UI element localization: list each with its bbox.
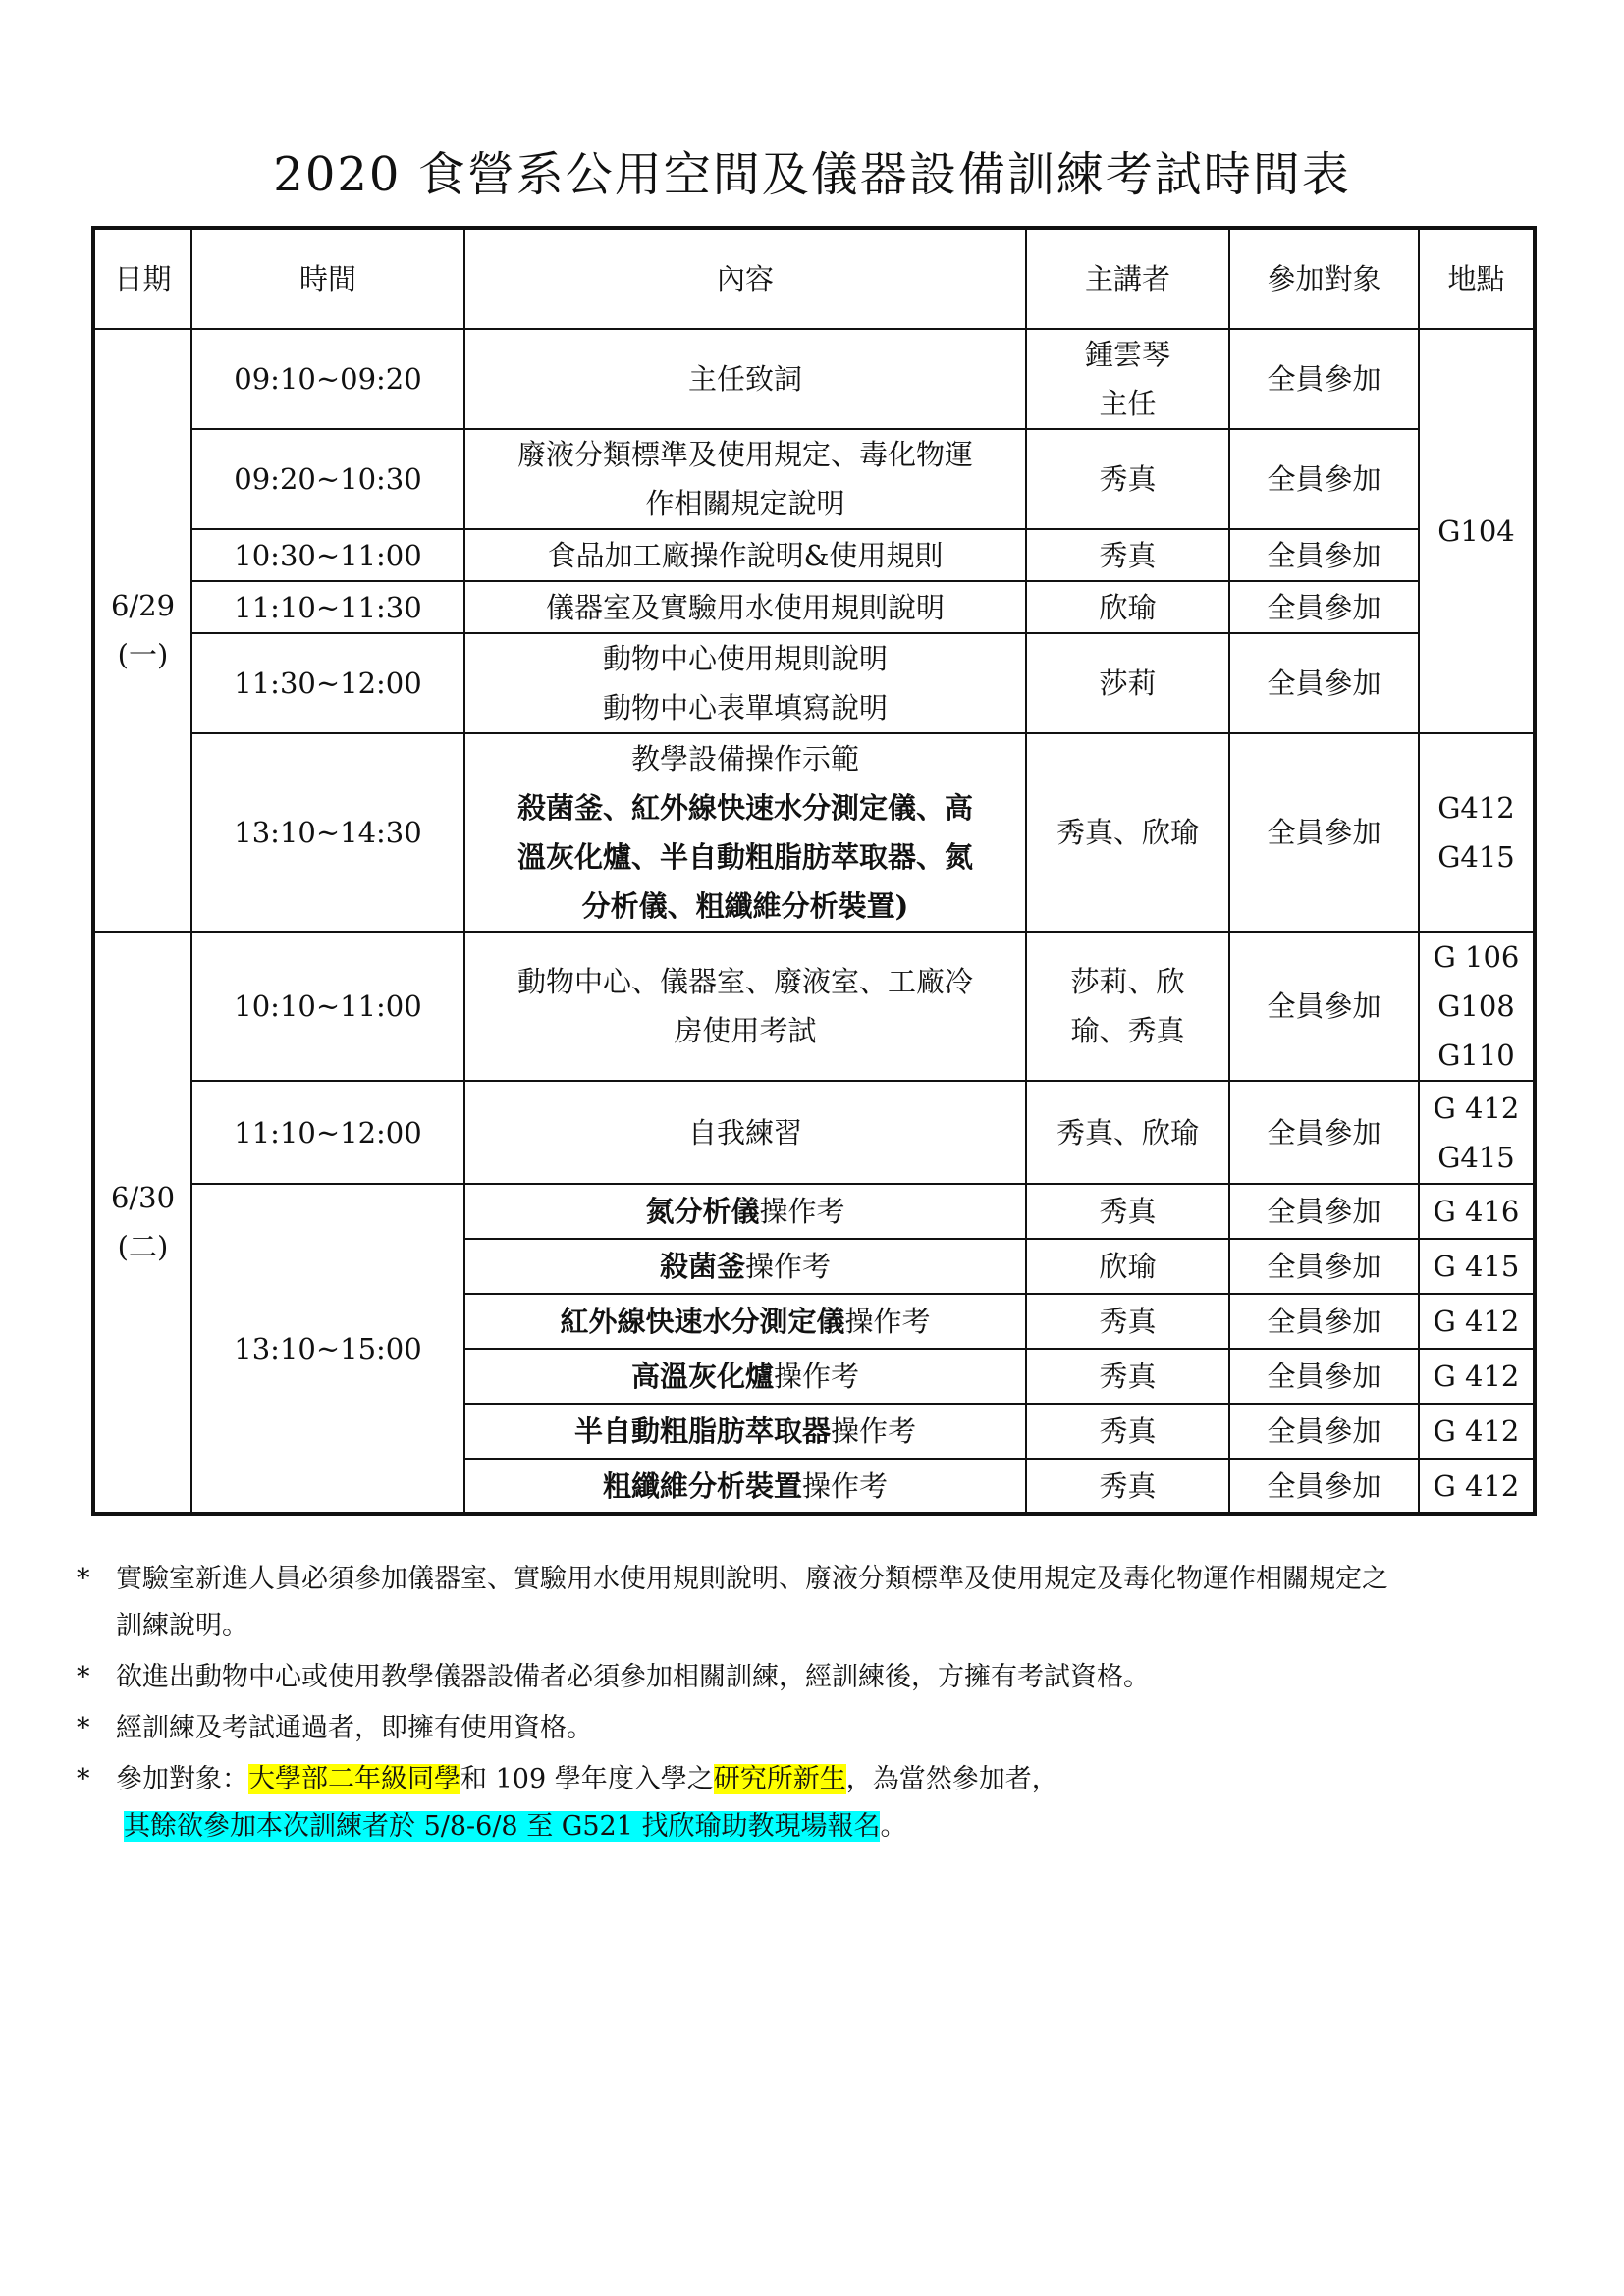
content-cell: 食品加工廠操作說明&使用規則	[464, 529, 1026, 581]
highlight-registration: 其餘欲參加本次訓練者於 5/8-6/8 至 G521 找欣瑜助教現場報名	[124, 1811, 881, 1842]
note-item	[77, 1756, 1559, 1803]
exam-suffix: 操作考	[759, 1195, 845, 1228]
time-cell: 11:10~12:00	[191, 1081, 464, 1184]
content-cell	[464, 733, 1026, 932]
note-item	[77, 1556, 1559, 1650]
time-cell: 10:10~11:00	[191, 932, 464, 1081]
audience-cell: 全員參加	[1229, 429, 1419, 529]
header-location: 地點	[1419, 228, 1535, 329]
weekday-label: (一)	[117, 638, 169, 671]
table-row	[93, 1081, 1535, 1184]
table-row	[93, 329, 1535, 429]
note-item-continued	[77, 1803, 1559, 1850]
speaker-cell: 秀真	[1026, 1294, 1229, 1349]
location-line: G 412	[1433, 1091, 1520, 1125]
speaker-line: 主任	[1099, 387, 1157, 420]
equipment-name: 半自動粗脂肪萃取器	[573, 1415, 831, 1448]
speaker-cell	[1026, 932, 1229, 1081]
audience-cell: 全員參加	[1229, 1404, 1419, 1459]
content-line: 溫灰化爐、半自動粗脂肪萃取器、氮	[516, 840, 973, 874]
exam-suffix: 操作考	[802, 1468, 889, 1503]
time-cell: 09:10~09:20	[191, 329, 464, 429]
time-cell: 11:30~12:00	[191, 633, 464, 733]
location-line: G415	[1437, 840, 1515, 874]
audience-cell: 全員參加	[1229, 529, 1419, 581]
header-speaker: 主講者	[1026, 228, 1229, 329]
audience-cell: 全員參加	[1229, 733, 1419, 932]
speaker-cell: 欣瑜	[1026, 581, 1229, 633]
exam-suffix: 操作考	[844, 1305, 931, 1338]
time-cell: 10:30~11:00	[191, 529, 464, 581]
audience-cell: 全員參加	[1229, 1184, 1419, 1239]
page-title: 2020 食營系公用空間及儀器設備訓練考試時間表	[273, 147, 1351, 202]
highlight-audience-grad: 研究所新生	[713, 1764, 846, 1794]
content-line: 作相關規定說明	[645, 487, 845, 520]
location-line: G415	[1437, 1140, 1515, 1174]
bullet-star: *	[77, 1713, 90, 1743]
content-line: 房使用考試	[674, 1014, 817, 1047]
header-audience: 參加對象	[1229, 228, 1419, 329]
speaker-cell: 秀真	[1026, 429, 1229, 529]
speaker-cell: 秀真、欣瑜	[1026, 733, 1229, 932]
audience-cell: 全員參加	[1229, 1239, 1419, 1294]
note-item	[77, 1654, 1559, 1701]
content-line: 動物中心使用規則說明	[602, 642, 888, 675]
speaker-cell	[1026, 329, 1229, 429]
audience-cell: 全員參加	[1229, 932, 1419, 1081]
equipment-name: 粗纖維分析裝置	[602, 1468, 802, 1503]
content-cell	[464, 633, 1026, 733]
content-cell	[464, 1239, 1026, 1294]
speaker-line: 莎莉、欣	[1070, 965, 1185, 998]
speaker-cell: 秀真	[1026, 529, 1229, 581]
date-cell-day1	[93, 329, 191, 932]
note-text: 參加對象：	[116, 1764, 248, 1794]
time-cell: 13:10~14:30	[191, 733, 464, 932]
time-cell: 13:10~15:00	[191, 1184, 464, 1514]
content-cell	[464, 429, 1026, 529]
speaker-cell: 秀真	[1026, 1459, 1229, 1514]
highlight-audience-undergrad: 大學部二年級同學	[248, 1764, 460, 1794]
weekday-label: (二)	[117, 1230, 169, 1263]
speaker-cell: 莎莉	[1026, 633, 1229, 733]
bullet-star: *	[77, 1662, 90, 1692]
audience-cell: 全員參加	[1229, 329, 1419, 429]
speaker-cell: 秀真	[1026, 1404, 1229, 1459]
location-cell: G 412	[1419, 1459, 1535, 1514]
content-line: 教學設備操作示範	[630, 742, 859, 775]
table-row	[93, 1184, 1535, 1239]
table-header-row	[93, 228, 1535, 329]
content-cell	[464, 1349, 1026, 1404]
time-cell: 11:10~11:30	[191, 581, 464, 633]
content-cell	[464, 932, 1026, 1081]
audience-cell: 全員參加	[1229, 581, 1419, 633]
note-text: 訓練說明。	[116, 1611, 248, 1641]
exam-suffix: 操作考	[745, 1250, 832, 1283]
content-line: 分析儀、粗纖維分析裝置)	[581, 889, 909, 923]
content-line: 動物中心、儀器室、廢液室、工廠冷	[516, 965, 973, 998]
exam-suffix: 操作考	[774, 1360, 860, 1393]
audience-cell: 全員參加	[1229, 1459, 1419, 1514]
date-cell-day2	[93, 932, 191, 1514]
audience-cell: 全員參加	[1229, 633, 1419, 733]
location-line: G 106	[1433, 940, 1520, 974]
location-cell	[1419, 1081, 1535, 1184]
header-content: 內容	[464, 228, 1026, 329]
note-text: 欲進出動物中心或使用教學儀器設備者必須參加相關訓練，經訓練後，方擁有考試資格。	[116, 1662, 1150, 1692]
location-line: G108	[1437, 989, 1515, 1023]
schedule-table	[91, 226, 1537, 1516]
content-cell: 自我練習	[464, 1081, 1026, 1184]
speaker-line: 鍾雲琴	[1084, 338, 1170, 371]
content-cell	[464, 1459, 1026, 1514]
date-label: 6/30	[110, 1181, 176, 1214]
bullet-star: *	[77, 1564, 90, 1594]
audience-cell: 全員參加	[1229, 1349, 1419, 1404]
location-cell: G 416	[1419, 1184, 1535, 1239]
location-cell: G 412	[1419, 1404, 1535, 1459]
content-cell	[464, 1404, 1026, 1459]
speaker-cell: 欣瑜	[1026, 1239, 1229, 1294]
table-row	[93, 733, 1535, 932]
speaker-cell: 秀真	[1026, 1184, 1229, 1239]
note-text: 經訓練及考試通過者，即擁有使用資格。	[116, 1713, 593, 1743]
bullet-star: *	[77, 1764, 90, 1794]
table-row	[93, 529, 1535, 581]
table-row	[93, 633, 1535, 733]
note-text: ，為當然參加者，	[845, 1764, 1058, 1794]
content-cell: 主任致詞	[464, 329, 1026, 429]
audience-cell: 全員參加	[1229, 1081, 1419, 1184]
note-item	[77, 1705, 1559, 1752]
location-line: G412	[1437, 791, 1515, 825]
location-line: G110	[1437, 1039, 1515, 1072]
table-row	[93, 581, 1535, 633]
notes-section	[77, 1556, 1559, 1850]
location-cell	[1419, 932, 1535, 1081]
header-time: 時間	[191, 228, 464, 329]
note-text: 。	[880, 1811, 907, 1842]
exam-suffix: 操作考	[831, 1415, 917, 1448]
equipment-name: 紅外線快速水分測定儀	[560, 1305, 845, 1338]
speaker-cell: 秀真	[1026, 1349, 1229, 1404]
location-cell: G 412	[1419, 1349, 1535, 1404]
content-cell: 儀器室及實驗用水使用規則說明	[464, 581, 1026, 633]
note-text: 和 109 學年度入學之	[460, 1764, 714, 1794]
content-line: 廢液分類標準及使用規定、毒化物運	[516, 438, 973, 471]
equipment-name: 高溫灰化爐	[630, 1360, 774, 1393]
header-date: 日期	[93, 228, 191, 329]
equipment-name: 氮分析儀	[645, 1195, 760, 1228]
speaker-line: 瑜、秀真	[1070, 1014, 1185, 1047]
content-cell	[464, 1184, 1026, 1239]
note-text: 實驗室新進人員必須參加儀器室、實驗用水使用規則說明、廢液分類標準及使用規定及毒化物運作相關規定之	[116, 1564, 1388, 1594]
equipment-name: 殺菌釜	[659, 1250, 745, 1283]
table-row	[93, 932, 1535, 1081]
content-cell	[464, 1294, 1026, 1349]
location-cell: G104	[1419, 329, 1535, 733]
audience-cell: 全員參加	[1229, 1294, 1419, 1349]
content-line: 動物中心表單填寫說明	[602, 691, 888, 724]
content-line: 殺菌釜、紅外線快速水分測定儀、高	[516, 791, 973, 825]
date-label: 6/29	[110, 589, 176, 622]
table-row	[93, 429, 1535, 529]
location-cell: G 412	[1419, 1294, 1535, 1349]
location-cell	[1419, 733, 1535, 932]
location-cell: G 415	[1419, 1239, 1535, 1294]
time-cell: 09:20~10:30	[191, 429, 464, 529]
speaker-cell: 秀真、欣瑜	[1026, 1081, 1229, 1184]
